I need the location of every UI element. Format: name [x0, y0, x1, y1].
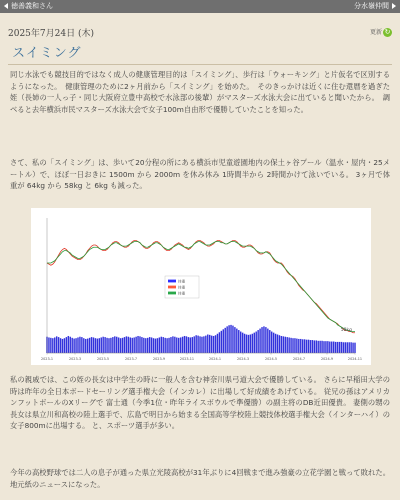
weight-chart — [31, 208, 371, 365]
x-tick-label: 2024-5 — [264, 357, 278, 361]
legend-marker-3 — [168, 292, 176, 295]
chart-bar — [163, 337, 164, 353]
chart-bar — [120, 338, 121, 353]
x-tick-label: 2024-7 — [292, 357, 306, 361]
chart-bar — [343, 342, 344, 353]
chart-bar — [207, 335, 208, 354]
chart-bar — [194, 336, 195, 353]
chart-bar — [306, 340, 307, 353]
chart-bar — [335, 342, 336, 353]
chart-bar — [182, 337, 183, 353]
chart-bar — [267, 329, 268, 353]
chart-bar — [213, 336, 214, 353]
x-tick-label: 2024-3 — [236, 357, 250, 361]
chart-legend — [165, 276, 199, 298]
chart-bar — [126, 336, 127, 353]
chart-bar — [211, 336, 212, 353]
chart-bar — [81, 337, 82, 353]
legend-marker-1 — [168, 280, 176, 283]
chart-bar — [257, 330, 258, 353]
chart-bar — [238, 330, 239, 353]
chart-bar — [52, 338, 53, 353]
chart-bar — [118, 337, 119, 353]
chart-bar — [277, 335, 278, 354]
chart-bar — [259, 329, 260, 353]
chart-bar — [292, 338, 293, 353]
chart-bar — [95, 338, 96, 353]
chart-line-1 — [47, 241, 355, 333]
chart-bar — [197, 336, 198, 353]
chart-bar — [317, 341, 318, 353]
chart-bar — [104, 337, 105, 353]
chart-bar — [254, 333, 255, 353]
chart-bar — [236, 329, 237, 353]
chart-bar — [348, 342, 349, 353]
weight-chart-svg — [31, 208, 371, 365]
chart-bar — [83, 338, 84, 353]
chart-bar — [221, 331, 222, 353]
chart-bar — [73, 339, 74, 353]
chart-bar — [58, 337, 59, 353]
chart-bar — [298, 339, 299, 353]
chart-bar — [112, 337, 113, 353]
chart-bar — [102, 337, 103, 353]
chart-bar — [331, 342, 332, 353]
chart-bar — [110, 338, 111, 353]
chart-bar — [285, 337, 286, 353]
chevron-right-icon — [392, 3, 396, 9]
chart-bar — [149, 337, 150, 353]
chart-bar — [265, 327, 266, 353]
chart-bar — [155, 339, 156, 353]
chart-bar — [62, 339, 63, 353]
chart-bar — [190, 337, 191, 353]
chart-bar — [350, 342, 351, 353]
refresh-label: 更新 — [369, 29, 382, 36]
chart-bar — [290, 338, 291, 353]
chart-annotation: 58kg — [340, 327, 352, 333]
chart-bar — [242, 333, 243, 353]
chart-bar — [201, 337, 202, 353]
post-paragraph-1: 同じ水泳でも競技目的ではなく成人の健康管理目的は「スイミング」、歩行は「ウォーキング」と片仮名で区別するようになった。 健康管理のために2ヶ月前から「スイミング」を始めた。 そのきっかけは近くに住む還暦を過ぎた姪（長姉の一人っ子・同じ大阪府立豊中高校で水泳部の後輩）がマスターズ水泳大会に出ていると聞いたから。 調べると去年横浜市民マスターズ水泳大会で女子100m自由形で優勝していたことを知った。 — [10, 70, 390, 114]
chart-bar — [316, 340, 317, 353]
chart-bar — [108, 338, 109, 353]
chart-bar — [145, 338, 146, 353]
legend-label-1: 体重 — [178, 279, 186, 284]
x-tick-label: 2024-1 — [208, 357, 222, 361]
next-post-link[interactable] — [354, 0, 396, 13]
chart-bar — [141, 337, 142, 353]
chart-bar — [209, 335, 210, 353]
chart-bar — [319, 341, 320, 353]
chart-bar — [77, 337, 78, 353]
chart-bar — [168, 338, 169, 353]
chart-bar — [130, 337, 131, 353]
chart-bar — [70, 337, 71, 353]
line-series — [47, 241, 355, 333]
chart-bar — [137, 336, 138, 353]
chart-bar — [114, 336, 115, 353]
chart-bar — [116, 337, 117, 353]
chart-bar — [347, 342, 348, 353]
chart-bar — [151, 337, 152, 353]
chart-bar — [79, 337, 80, 353]
chart-bar — [205, 336, 206, 353]
chart-bar — [281, 336, 282, 353]
next-post-label: 分水嶺仲間 — [354, 2, 389, 10]
prev-post-label: 徳善義和さん — [11, 2, 53, 10]
chart-bar — [170, 337, 171, 353]
chart-bar — [203, 336, 204, 353]
chart-bar — [310, 340, 311, 353]
chart-bar — [186, 336, 187, 353]
x-tick-label: 2023-7 — [124, 357, 138, 361]
chart-bar — [248, 335, 249, 353]
x-tick-label: 2023-9 — [152, 357, 166, 361]
chart-bar — [64, 338, 65, 353]
post-paragraph-2: さて、私の「スイミング」は、歩いて20分程の所にある横浜市児童遊園地内の保土ヶ谷プール（温水・屋内・25メートル）で、ほぼ一日おきに 1500m から 2000m を休み休み 1時間半から 2時間かけて泳いでいる。 3ヶ月で体重が 64kg から 58kg と 6kg も減った。 — [10, 158, 390, 191]
blog-nav-bar — [0, 0, 400, 13]
chart-bar — [271, 332, 272, 353]
chart-bar — [314, 340, 315, 353]
chart-bar — [188, 337, 189, 353]
chart-bar — [232, 326, 233, 353]
chart-bar — [269, 330, 270, 353]
chart-bar — [273, 333, 274, 353]
chart-bar — [128, 337, 129, 353]
chart-bar — [327, 341, 328, 353]
chart-bar — [75, 338, 76, 353]
chart-bar — [341, 342, 342, 353]
chart-bar — [275, 334, 276, 353]
chart-bar — [124, 337, 125, 353]
chart-bar — [153, 338, 154, 353]
chart-bar — [304, 339, 305, 353]
chart-bar — [106, 338, 107, 353]
chart-bar — [97, 339, 98, 353]
chart-bar — [252, 334, 253, 353]
x-tick-label: 2024-11 — [347, 357, 363, 361]
x-tick-labels — [41, 353, 362, 361]
chart-bar — [68, 336, 69, 353]
chart-bar — [339, 342, 340, 353]
chart-bar — [164, 338, 165, 353]
chart-bar — [240, 332, 241, 353]
chart-bar — [323, 341, 324, 353]
chart-bar — [215, 335, 216, 353]
chart-bar — [352, 343, 353, 353]
chart-bar — [321, 341, 322, 353]
post-title: スイミング — [12, 46, 82, 61]
chart-bar — [157, 338, 158, 353]
legend-marker-2 — [168, 286, 176, 289]
chart-bar — [166, 338, 167, 353]
chart-bar — [333, 342, 334, 353]
chart-bar — [244, 334, 245, 353]
chart-bar — [133, 337, 134, 353]
chart-bar — [234, 327, 235, 353]
chart-bar — [147, 338, 148, 353]
chart-bar — [226, 326, 227, 353]
chart-bar — [139, 336, 140, 353]
x-tick-label: 2023-11 — [179, 357, 195, 361]
chart-bar — [50, 338, 51, 353]
chart-bar — [172, 336, 173, 353]
chart-bar — [89, 338, 90, 353]
chart-bar — [230, 325, 231, 353]
x-tick-label: 2023-3 — [68, 357, 82, 361]
chart-bar — [176, 337, 177, 353]
chart-bar — [93, 337, 94, 353]
chart-bar — [300, 339, 301, 353]
title-divider — [8, 64, 392, 65]
chart-bar — [132, 338, 133, 353]
x-tick-label: 2024-9 — [320, 357, 334, 361]
chart-bar — [219, 332, 220, 353]
post-paragraph-4: 今年の高校野球では二人の息子が通った県立光陵高校が31年ぶりに4回戦まで進み強豪の立花学園と戦って敗れた。 地元紙のニュースになった。 — [10, 468, 390, 489]
chart-bar — [294, 338, 295, 353]
chart-bar — [184, 336, 185, 353]
refresh-icon: ↻ — [384, 28, 391, 36]
chart-bar — [99, 338, 100, 353]
chart-bar — [85, 339, 86, 353]
x-tick-label: 2023-1 — [40, 357, 54, 361]
chart-bar — [195, 335, 196, 353]
chart-bar — [91, 337, 92, 353]
chart-bar — [250, 335, 251, 354]
chart-bar — [263, 326, 264, 353]
chart-bar — [224, 328, 225, 353]
chart-bar — [143, 338, 144, 353]
legend-label-2: 体重 — [178, 285, 186, 290]
chart-bar — [56, 336, 57, 353]
chart-bar — [325, 341, 326, 353]
chart-bar — [159, 337, 160, 353]
chart-bar — [255, 332, 256, 353]
chart-bar — [228, 325, 229, 353]
chart-bar — [288, 337, 289, 353]
chart-bar — [283, 336, 284, 353]
chart-bar — [279, 335, 280, 353]
x-tick-label: 2023-5 — [96, 357, 110, 361]
post-date: 2025年7月24日 (木) — [8, 29, 94, 39]
chart-bar — [87, 339, 88, 353]
chart-bar — [329, 342, 330, 353]
refresh-button[interactable] — [370, 27, 392, 37]
chart-bar — [286, 337, 287, 353]
prev-post-link[interactable] — [4, 0, 53, 13]
chart-bar — [312, 340, 313, 353]
chart-bar — [223, 329, 224, 353]
chart-bar — [101, 337, 102, 353]
chart-bar — [180, 337, 181, 353]
post-paragraph-3: 私の親戚では、この姪の長女は中学生の時に一般人を含む神奈川県弓道大会で優勝している。 さらに早稲田大学の時は昨年の全日本ボードセーリング選手権大会（インカレ）に出場して好成績をあげている。 従兄の孫はアメリカンフットボールのXリーグで 富士通（今季1位・昨年ライスボウルで準優勝）の副主将のDB近田優貴。 妻側の甥の長女は県立川和高校の陸上選手で、広島で明日から始まる全国高等学校陸上競技体校選手権大会（インターハイ）の女子800mに出場する。 と、スポーツ選手が多い。 — [10, 375, 390, 431]
chart-bar — [261, 327, 262, 353]
chart-bar — [246, 335, 247, 354]
chart-bar — [161, 337, 162, 353]
chart-bar — [122, 338, 123, 353]
chart-bar — [345, 342, 346, 353]
chart-bar — [192, 337, 193, 353]
chart-line-2 — [47, 242, 355, 332]
chart-bar — [302, 339, 303, 353]
chevron-left-icon — [4, 3, 8, 9]
chart-bar — [174, 337, 175, 353]
chart-bar — [60, 338, 61, 353]
chart-bar — [48, 337, 49, 353]
bar-series — [46, 325, 355, 353]
chart-bar — [354, 343, 355, 353]
chart-bar — [135, 337, 136, 353]
chart-bar — [54, 337, 55, 353]
chart-axes — [47, 218, 355, 353]
legend-label-3: 体重 — [178, 291, 186, 296]
chart-bar — [217, 334, 218, 353]
chart-bar — [178, 338, 179, 353]
chart-bar — [66, 337, 67, 353]
chart-bar — [71, 338, 72, 353]
chart-bar — [296, 339, 297, 353]
chart-bar — [337, 342, 338, 353]
chart-bar — [308, 340, 309, 353]
chart-bar — [199, 336, 200, 353]
